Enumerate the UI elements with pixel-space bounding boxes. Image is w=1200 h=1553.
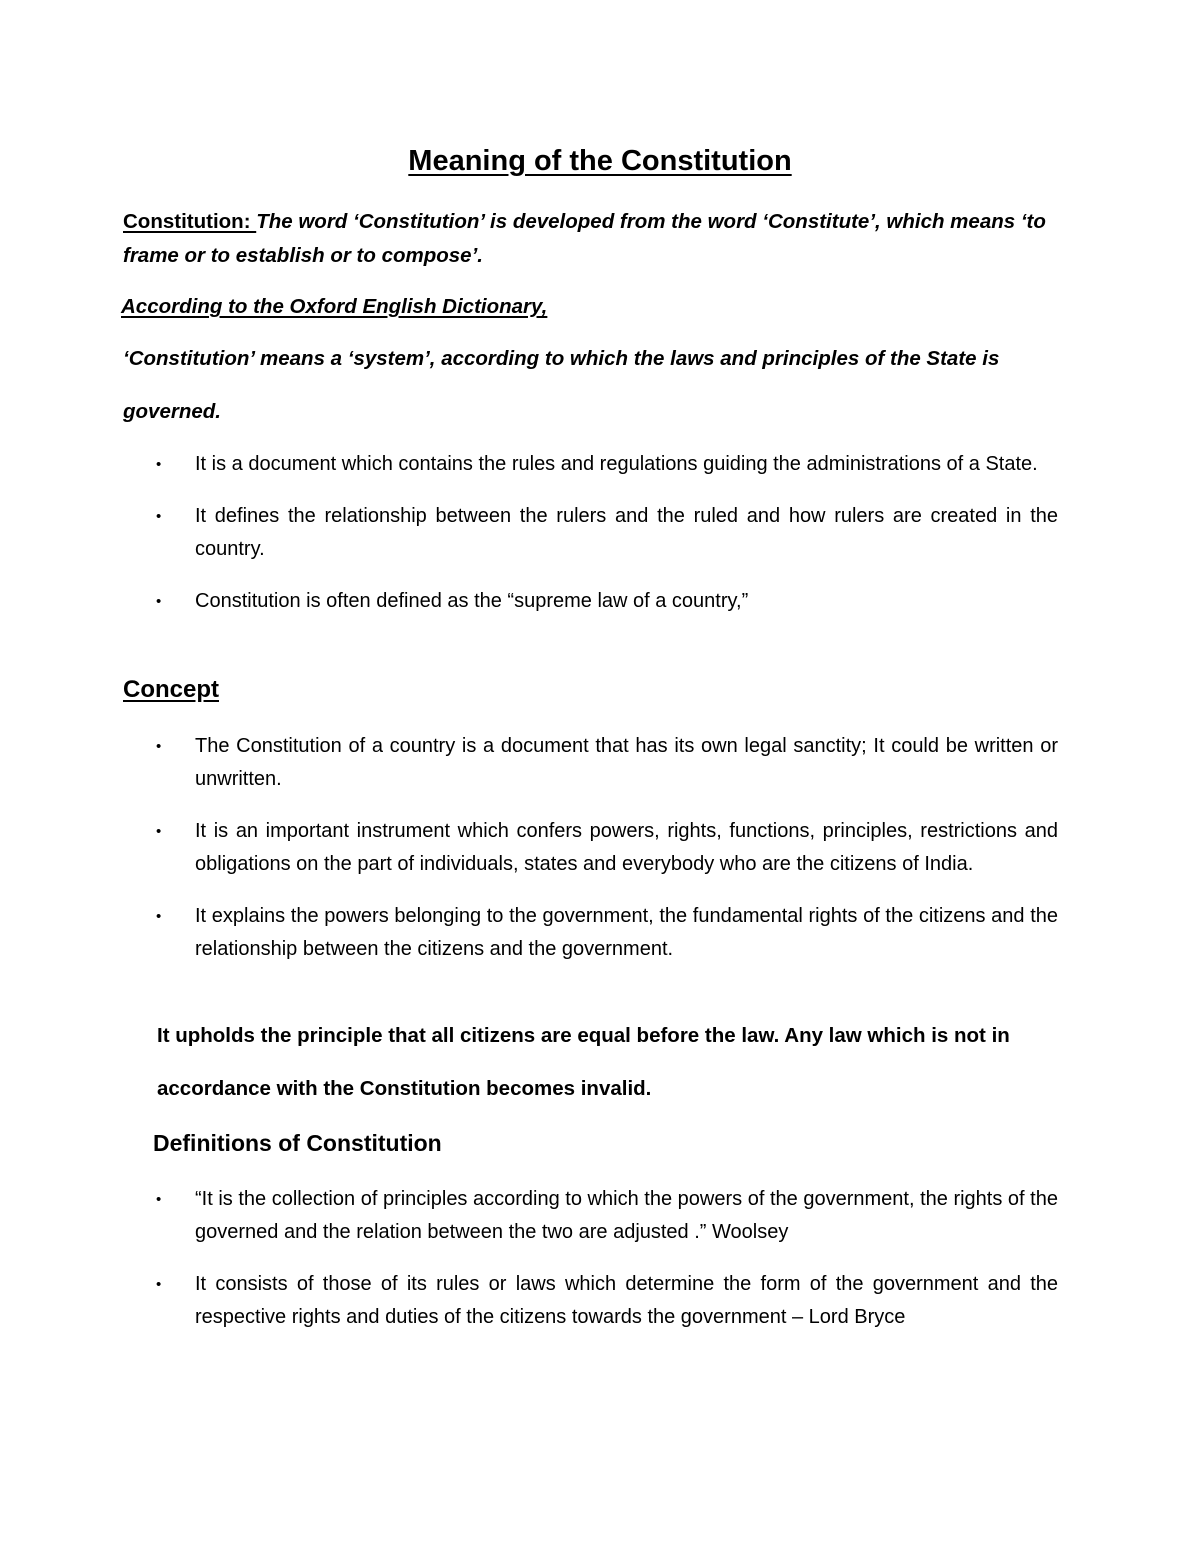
list-item-text: The Constitution of a country is a document that has its own legal sanctity; It could be written or unwritten.: [195, 735, 1058, 790]
intro-text: The word ‘Constitution’ is developed from the word ‘Constitute’, which means ‘to frame or to establish or to compose’.: [123, 210, 1046, 267]
oxford-definition-line-2: governed.: [123, 400, 221, 423]
list-item-text: It is a document which contains the rules and regulations guiding the administrations of a State.: [195, 453, 1038, 475]
page-title: Meaning of the Constitution: [408, 145, 792, 177]
list-item-text: Constitution is often defined as the “supreme law of a country,”: [195, 590, 749, 612]
list-item-text: “It is the collection of principles according to which the powers of the government, the rights of the governed and the relation between the two are adjusted .” Woolsey: [195, 1188, 1058, 1243]
bullet-icon: •: [156, 1191, 162, 1208]
upholds-line-1: It upholds the principle that all citizens are equal before the law. Any law which is not in: [157, 1024, 1010, 1047]
list-item-text: It is an important instrument which confers powers, rights, functions, principles, restrictions and obligations on the part of individuals, states and everybody who are the citizens of India.: [195, 820, 1058, 875]
list-item: [123, 500, 1058, 566]
list-item: [123, 730, 1058, 796]
list-item-text: It defines the relationship between the rulers and the ruled and how rulers are created in the country.: [195, 505, 1058, 560]
definitions-heading: Definitions of Constitution: [153, 1130, 442, 1156]
list-item: [123, 1268, 1058, 1334]
list-item: [123, 900, 1058, 966]
concept-heading: Concept: [123, 676, 219, 703]
bullet-icon: •: [156, 508, 162, 525]
bullet-icon: •: [156, 738, 162, 755]
bullet-icon: •: [156, 593, 162, 610]
bullet-icon: •: [156, 456, 162, 473]
upholds-line-2: accordance with the Constitution becomes invalid.: [157, 1077, 652, 1100]
oxford-definition-line-1: ‘Constitution’ means a ‘system’, according to which the laws and principles of the State is: [123, 347, 1000, 370]
list-item: [123, 1183, 1058, 1249]
concept-bullet-list: [123, 730, 1058, 966]
list-item-text: It consists of those of its rules or laws which determine the form of the government and the respective rights and duties of the citizens towards the government – Lord Bryce: [195, 1273, 1058, 1328]
list-item-text: It explains the powers belonging to the government, the fundamental rights of the citizens and the relationship between the citizens and the government.: [195, 905, 1058, 960]
bullet-icon: •: [156, 908, 162, 925]
intro-paragraph: [123, 205, 1068, 273]
list-item: [123, 585, 1058, 618]
list-item: [123, 815, 1058, 881]
meaning-bullet-list: [123, 448, 1058, 618]
definitions-bullet-list: [123, 1183, 1058, 1334]
bullet-icon: •: [156, 823, 162, 840]
intro-label: Constitution:: [123, 210, 257, 233]
oxford-heading: According to the Oxford English Dictionary,: [121, 295, 548, 318]
list-item: [123, 448, 1058, 481]
bullet-icon: •: [156, 1276, 162, 1293]
